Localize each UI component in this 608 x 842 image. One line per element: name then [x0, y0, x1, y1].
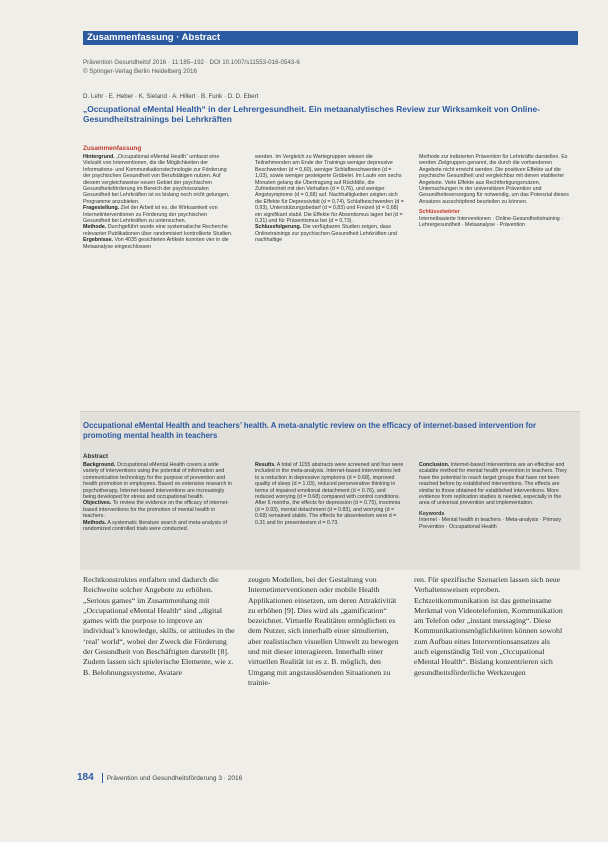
page-footer	[77, 772, 242, 783]
abstract-heading: Abstract	[83, 453, 109, 460]
paragraph-label: Objectives.	[83, 500, 112, 507]
footer-divider	[102, 773, 103, 783]
zusammenfassung-heading: Zusammenfassung	[83, 145, 142, 152]
abstract-paragraph	[83, 500, 233, 519]
paragraph-label: Methode.	[83, 224, 107, 231]
body-text: zeugen Modellen, bei der Gestaltung von Internetinterventionen oder mobile Health Applikationen einsetzen, um deren Attraktivität zu erhöhen [9]. Dies wird als „gamification“ bezeichnet. Virtuelle Realitäten ermöglichen es dem Nutzer, sich innerhalb einer simulierten, aber realistischen visuellen Umwelt zu bewegen und mit dieser interagieren. Innerhalb einer virtuellen Realität ist es z. B. möglich, den Umgang mit angstauslösenden Situationen zu trainie-	[248, 575, 399, 687]
paragraph-text: Die verfügbaren Studien zeigen, dass Onlinetrainings zur psychischen Gesundheit Lehrkräften und nachhaltige	[255, 224, 397, 244]
zusammenfassung-column-3	[419, 154, 569, 228]
publication-meta	[83, 59, 300, 76]
keywords-en-heading: Keywords	[419, 510, 445, 517]
abstract-paragraph	[83, 237, 233, 250]
author-list: D. Lehr · E. Heber · K. Sieland · A. Hillert · B. Funk · D. D. Ebert	[83, 93, 259, 100]
english-title: Occupational eMental Health and teachers’ health. A meta-analytic review on the efficacy of internet-based intervention for promoting mental health in teachers	[83, 421, 537, 440]
abstract-column-3	[419, 462, 569, 530]
abstract-paragraph	[255, 462, 405, 526]
paragraph-text: To review the evidence on the efficacy of internet-based interventions for the promotion of mental health in teachers.	[83, 500, 229, 520]
journal-name: Prävention und Gesundheitsförderung 3 · 2016	[106, 775, 243, 782]
paragraph-label: Fragestellung.	[83, 205, 120, 212]
paragraph-text: Von 4035 gesichteten Artikeln konnten vier in die Metaanalyse eingeschlossen	[83, 237, 229, 250]
page-number: 184	[77, 772, 94, 783]
paragraph-text: Occupational eMental Health covers a wide variety of interventions using the potential of information and communication technology for the purpose of prevention and health promotion in employees. Based on extensive research in psychotherapy, Internet-based interventions are increasingly being developed for stress and occupational health.	[83, 462, 232, 501]
abstract-column-2	[255, 462, 405, 526]
body-text: ren. Für spezifische Szenarien lassen sich neue Verhaltensweisen erproben. Echtzeitkommunikation ist das gemeinsame Merkmal von Videotelefonien, Kommunikation am Telefon oder „instant messaging“. Diese Kommunikationsmöglichkeiten können sowohl zum Aufbau eines Interventionsansatzes als auch eigenständig Teil von „Occupational eMental Health“. Bislang konzentrieren sich gesundheitsförderliche Werkzeugen	[414, 575, 563, 677]
section-header-bar	[83, 31, 578, 45]
keywords-de-heading: Schlüsselwörter	[419, 209, 460, 216]
paragraph-label: Conclusion.	[419, 462, 450, 468]
citation-line: Prävention Gesundheitsf 2016 · 11:185–192 · DOI 10.1007/s11553-016-0543-6	[83, 59, 300, 66]
paragraph-text: Internet-based interventions are an effective and scalable method for mental health prevention in teachers. They have the potential to reach target groups that have not been reached before by established interventions. The effects are similar to those obtained for established interventions. More evidence from replication studies is needed, especially in the area of universal prevention and implementation.	[419, 462, 567, 507]
paragraph-text: A systematic literature search and meta-analysis of randomized controlled trials were conducted.	[83, 519, 227, 533]
section-header-label: Zusammenfassung · Abstract	[87, 32, 221, 43]
paragraph-text: Durchgeführt wurde eine systematische Recherche relevanter Publikationen über randomisiert kontrollierte Studien.	[83, 224, 233, 237]
paragraph-label: Hintergrund.	[83, 154, 115, 160]
paragraph-label: Ergebnisse.	[83, 237, 114, 244]
paragraph-label: Results.	[255, 462, 276, 468]
paragraph-text: Ziel der Arbeit ist es, die Wirksamkeit von Internetinterventionen zu Förderung der psychischen Gesundheit bei Lehrkräften zu untersuchen.	[83, 205, 218, 225]
abstract-paragraph	[83, 154, 233, 205]
paragraph-label: Methods.	[83, 519, 107, 526]
paragraph-label: Schlussfolgerung.	[255, 224, 302, 231]
body-column-3	[414, 575, 566, 678]
abstract-paragraph	[419, 462, 569, 507]
german-title: „Occupational eMental Health“ in der Lehrergesundheit. Ein metaanalytisches Review zur Wirksamkeit von Online-Gesundheitstrainings bei Lehrkräften	[83, 104, 540, 124]
abstract-paragraph	[255, 154, 405, 224]
abstract-paragraph	[83, 462, 233, 500]
abstract-paragraph	[83, 520, 233, 533]
copyright-line: © Springer-Verlag Berlin Heidelberg 2016	[83, 67, 197, 75]
zusammenfassung-column-1	[83, 154, 233, 250]
zusammenfassung-column-2	[255, 154, 405, 244]
abstract-paragraph	[419, 154, 569, 205]
paragraph-text: Methode zur indizierten Prävention für Lehrkräfte darstellen. Es werden Zielgruppen genannt, die durch die vorhandenen Angebote nicht erreicht werden. Die positiven Effekte auf die psychische Gesundheit und vergleichbar mit denen etablierter Angebote. Viele Effekte aus Rechtfertigungsnutzen, Untersuchungen in der universitären Prävention und Gesundheitsversorgung für notwendig, um das Potenzial dieses Ansatzes ausschöpfend beurteilen zu können.	[419, 154, 569, 205]
keywords-de: Internetbasierte Interventionen · Online-Gesundheitstraining · Lehrergesundheit · Metaanalyse · Prävention	[419, 215, 563, 229]
abstract-paragraph	[83, 205, 233, 224]
paragraph-text: werden. Im Vergleich zu Wartegruppen wiesen die Teilnehmenden am Ende der Trainings weniger depressive Beschwerden (d = 0,60), weniger Schlafbeschwerden (d = 1,03), sowie weniger gesteigerte Grübelei. Im Laufe von sechs Monaten gelang die Übertragung auf Rückfälle, die Zufriedenheit mit den Verhalten (d = 0,76), und weniger Angstsymptome (d = 0,68) auf. Nachhaltigkeiten zeigten sich die Effekte für Depressivität (d = 0,74), Schlafbeschwerden (d = 0,93), Unterstützungsbedarf (d = 0,83) und Freizeit (d = 0,68) ein signifikant stabil. Die Effekte für Absentismus lagen bei (d = 0,31) und für Präsentismus bei (d = 0,73).	[255, 154, 404, 225]
body-column-1	[83, 575, 235, 678]
body-column-2	[248, 575, 400, 688]
keywords-en: Internet · Mental health in teachers · Meta-analysis · Primary Prevention · Occupational Health	[419, 517, 562, 530]
abstract-paragraph	[83, 224, 233, 237]
abstract-paragraph	[255, 224, 405, 243]
paragraph-text: „Occupational eMental Health“ umfasst eine Vielzahl von Interventionen, die die Möglichkeiten der Informations- und Kommunikationstechnologie zur Förderung der psychischen Gesundheit von Berufstätigen nutzen. Auf diesem vergleichsweise neuen Gebiet der psychischen Gesundheitsförderung im Bereich der psychosozialen Gesundheit bei Lehrkräften ist es bislang noch nicht gelungen, Programme anzubieten.	[83, 154, 230, 205]
abstract-column-1	[83, 462, 233, 532]
paragraph-label: Background.	[83, 462, 116, 468]
paragraph-text: A total of 1155 abstracts were screened and four were included in the meta-analysis. Internet-based interventions led to a reduction in depressive symptoms (d = 0.68), improved quality of sleep (d = 1.03), reduced perseverative thinking in terms of impaired emotional detachment (d = 0.76), and reduced worrying (d = 0.68) compared with control conditions. After 6 months, the effects for depression (d = 0.75), insomnia (d = 0.93), mental detachment (d = 0.83), and worrying (d = 0.68) remained stable. The effects for absenteeism were d = 0.31 and for presenteeism d = 0.73.	[255, 462, 404, 526]
body-text: Rechtkonstruktes entfalten und dadurch die Reichweite solcher Angebote zu erhöhen. „Serious games“ im Zusammenhang mit „Occupational eMental Health“ sind „digital games with the purpose to improve an individual’s knowledge, skills, or attitudes in the ‘real’ world“, wobei der Zweck die Förderung der Gesundheit von Beschäftigten darstellt [8]. Zudem lassen sich spielerische Elemente, wie z. B. Belohnungssysteme, Avatare	[83, 575, 235, 677]
